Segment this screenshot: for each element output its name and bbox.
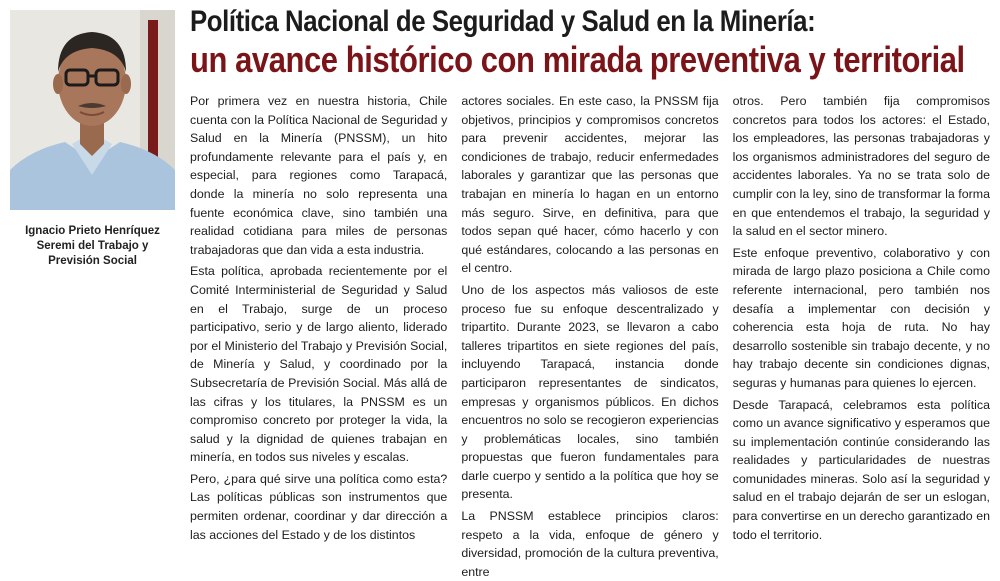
headline-line-2: un avance histórico con mirada preventiva y territorial	[190, 39, 965, 80]
article-column-3	[732, 92, 990, 542]
paragraph: Este enfoque preventivo, colaborativo y con mirada de largo plazo posiciona a Chile como referente internacional, pero también nos desafía a implementar con decisión y coherencia esta hoja de ruta. No hay desarrollo sostenible sin trabajo decente, y no hay trabajo decente sin condiciones dignas, seguras y humanas para quienes lo ejercen.	[732, 245, 990, 390]
paragraph: Por primera vez en nuestra historia, Chile cuenta con la Política Nacional de Seguridad y Salud en la Minería (PNSSM), un hito profundamente relevante para el país y, en especial, para regiones como Tarapacá, donde la minería no solo representa una fuente económica clave, sino también una realidad cotidiana para miles de personas trabajadoras que dan vida a esta industria.	[190, 94, 448, 257]
article-body	[190, 92, 990, 579]
article-headline	[190, 4, 990, 80]
author-photo	[10, 10, 175, 210]
paragraph: La PNSSM establece principios claros: respeto a la vida, enfoque de género y diversidad, promoción de la cultura preventiva, entre	[461, 509, 719, 579]
headline-line-1: Política Nacional de Seguridad y Salud en la Minería:	[190, 5, 816, 38]
paragraph: actores sociales. En este caso, la PNSSM fija objetivos, principios y compromisos concretos para prevenir accidentes, mejorar las condiciones de trabajo, reducir enfermedades laborales y garantizar que las personas que trabajan en minería lo hagan en un entorno más seguro. Sirve, en definitiva, para que todos sepan qué hacer, cómo hacerlo y con qué estándares, colocando a las personas en el centro.	[461, 94, 719, 276]
article-column-2	[461, 92, 719, 579]
paragraph: Esta política, aprobada recientemente por el Comité Interministerial de Seguridad y Salud en el Trabajo, surge de un proceso participativo, serio y de largo aliento, liderado por el Ministerio del Trabajo y Previsión Social, de Minería y Salud, y coordinado por la Subsecretaría de Previsión Social. Más allá de las cifras y los titulares, la PNSSM es un compromiso concreto por proteger la vida, la salud y la dignidad de quienes trabajan en minería, en todos sus niveles y escalas.	[190, 264, 448, 465]
paragraph: Desde Tarapacá, celebramos esta política como un avance significativo y esperamos que su implementación continúe considerando las realidades y particularidades de nuestras comunidades mineras. Solo así la seguridad y salud en el trabajo dejarán de ser un eslogan, para convertirse en un derecho garantizado en todo el territorio.	[732, 397, 990, 542]
paragraph: Uno de los aspectos más valiosos de este proceso fue su enfoque descentralizado y tripartito. Durante 2023, se llevaron a cabo talleres tripartitos en siete regiones del país, incluyendo Tarapacá, instancia donde participaron representantes de sindicatos, empresas y organismos públicos. En dichos encuentros no solo se recogieron experiencias y problemáticas locales, sino también propuestas que fueron fundamentales para darle cuerpo y sentido a la política que hoy se presenta.	[461, 282, 719, 502]
paragraph: Pero, ¿para qué sirve una política como esta? Las políticas públicas son instrumentos que permiten ordenar, coordinar y dar dirección a las acciones del Estado y de los distintos	[190, 471, 448, 542]
article-column-1	[190, 92, 448, 542]
author-portrait-illustration	[10, 10, 175, 210]
photo-caption	[10, 224, 175, 269]
paragraph: otros. Pero también fija compromisos concretos para todos los actores: el Estado, los empleadores, las personas trabajadoras y los organismos administradores del seguro de accidentes laborales. Ya no se trata solo de cumplir con la ley, sino de transformar la forma en que entendemos el trabajo, la seguridad y la salud en el sector minero.	[732, 94, 990, 239]
author-name: Ignacio Prieto Henríquez	[25, 225, 160, 237]
author-title: Seremi del Trabajo y Previsión Social	[36, 240, 149, 267]
